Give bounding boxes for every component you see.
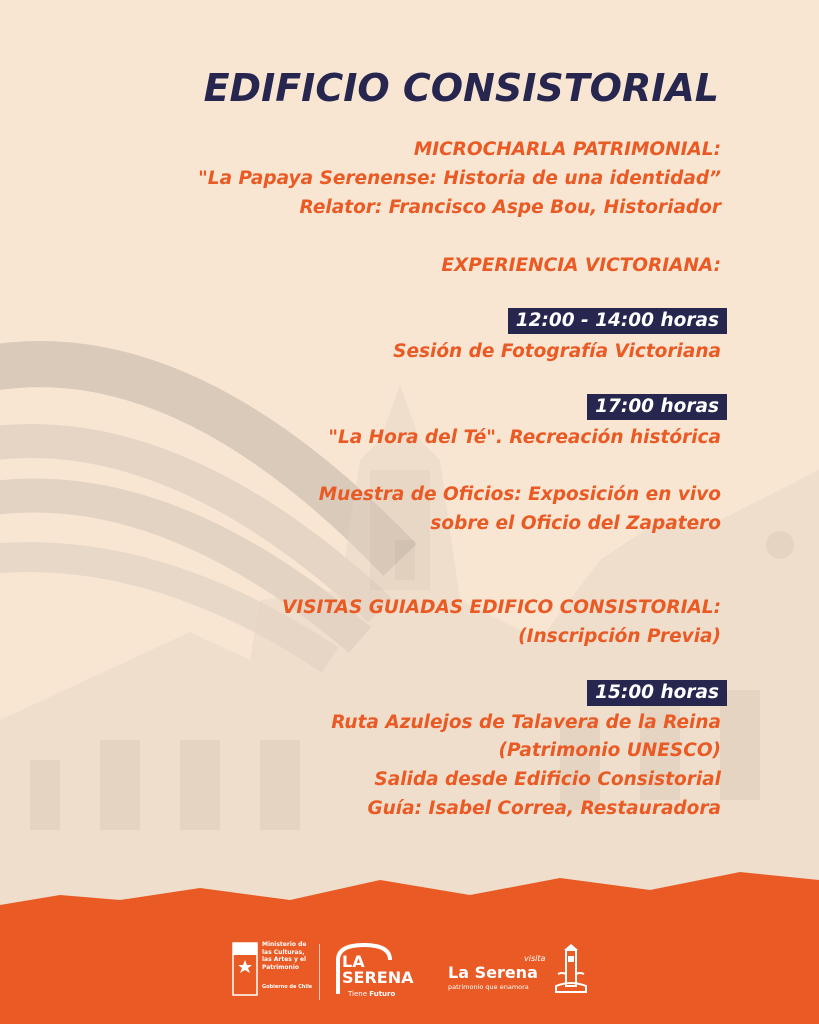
session-text: Sesión de Fotografía Victoriana: [393, 341, 721, 362]
laserena-logo: [334, 942, 424, 1006]
ministerio-line-2: las Culturas,: [262, 948, 305, 956]
visitas-heading: VISITAS GUIADAS EDIFICO CONSISTORIAL:: [282, 597, 721, 618]
visitas-line-3: Salida desde Edificio Consistorial: [374, 769, 721, 790]
visitas-line-4: Guía: Isabel Correa, Restauradora: [367, 798, 721, 819]
time-badge: 12:00 - 14:00 horas: [508, 308, 727, 334]
microcharla-talk: "La Papaya Serenense: Historia de una identidad”: [198, 168, 721, 189]
page-title: EDIFICIO CONSISTORIAL: [203, 66, 719, 110]
visita-tagline: patrimonio que enamora: [448, 983, 529, 991]
ministerio-line-1: Ministerio de: [262, 941, 307, 948]
futuro-label: Futuro: [369, 990, 396, 998]
gobierno-label: Gobierno de Chile: [262, 984, 313, 990]
visitas-line-1: Ruta Azulejos de Talavera de la Reina: [331, 712, 721, 733]
tiene-label: Tiene: [348, 990, 368, 998]
chile-shield-icon: [232, 942, 258, 996]
visita-laserena-name: La Serena: [448, 963, 538, 982]
laserena-logo-serena: SERENA: [342, 968, 414, 987]
muestra-line-1: Muestra de Oficios: Exposición en vivo: [318, 484, 721, 505]
microcharla-heading: MICROCHARLA PATRIMONIAL:: [413, 139, 721, 160]
lighthouse-icon: [554, 944, 588, 994]
footer-logos: [0, 900, 819, 1024]
ministerio-logo: [232, 940, 322, 1000]
muestra-line-2: sobre el Oficio del Zapatero: [430, 513, 721, 534]
visita-label: visita: [524, 954, 546, 963]
visitas-line-2: (Patrimonio UNESCO): [498, 740, 721, 761]
laserena-logo-la: LA: [342, 952, 365, 971]
ministerio-line-3: las Artes y el: [262, 956, 307, 963]
session-text: "La Hora del Té". Recreación histórica: [328, 427, 721, 448]
logo-divider: [319, 944, 320, 1000]
microcharla-speaker: Relator: Francisco Aspe Bou, Historiador: [299, 197, 721, 218]
time-badge: 15:00 horas: [587, 680, 727, 706]
experiencia-heading: EXPERIENCIA VICTORIANA:: [441, 255, 721, 276]
visitas-note: (Inscripción Previa): [518, 626, 721, 647]
time-badge: 17:00 horas: [587, 394, 727, 420]
ministerio-line-4: Patrimonio: [262, 963, 299, 971]
